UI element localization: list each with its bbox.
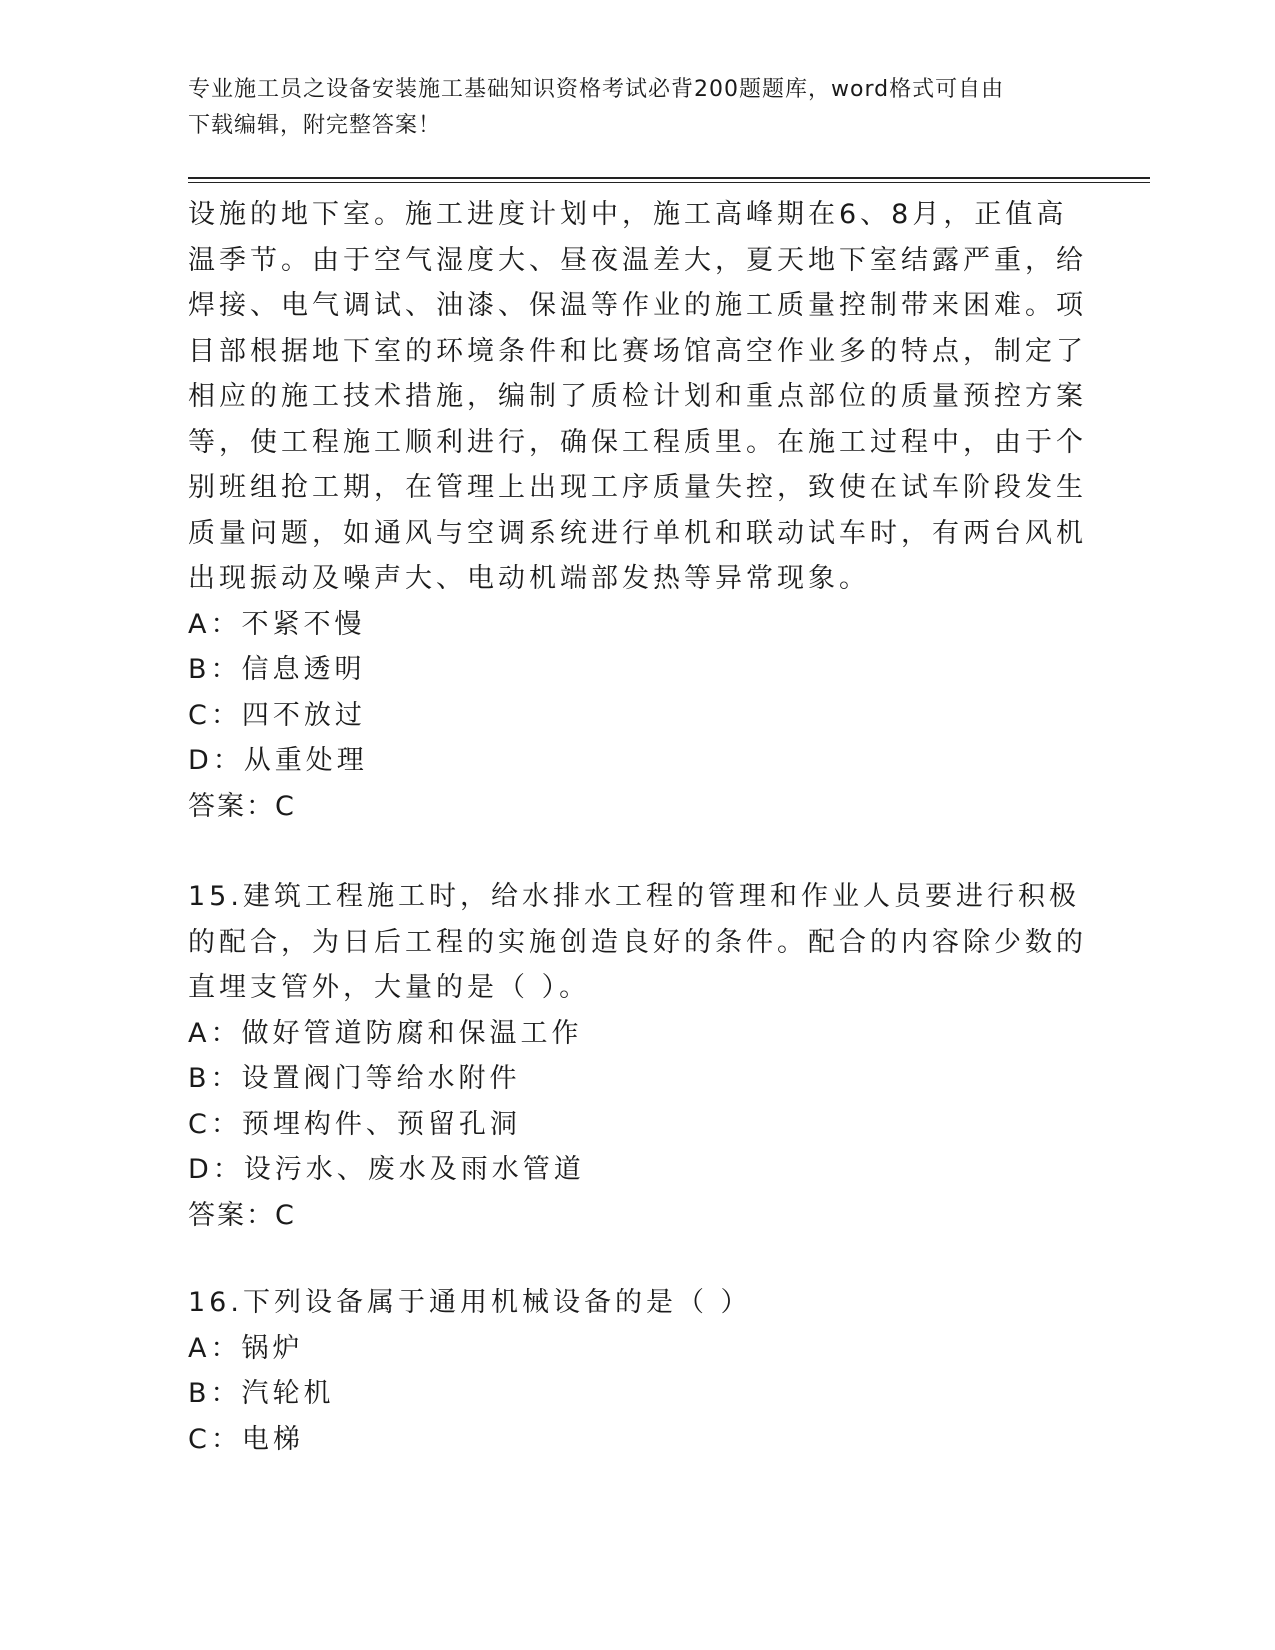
- question-14-option-b: B：信息透明: [188, 654, 366, 685]
- document-body: [188, 192, 1088, 1462]
- question-14-option-d: D：从重处理: [188, 745, 368, 776]
- question-16-option-c: C：电梯: [188, 1423, 304, 1455]
- question-14-option-a: A：不紧不慢: [188, 608, 366, 640]
- question-15-option-b: B：设置阀门等给水附件: [188, 1063, 521, 1094]
- question-15-answer: 答案：C: [188, 1199, 296, 1231]
- spacer: [188, 1238, 1088, 1280]
- question-15-option-c: C：预埋构件、预留孔洞: [188, 1108, 521, 1140]
- header-title-line-1: 专业施工员之设备安装施工基础知识资格考试必背200题题库，word格式可自由: [188, 77, 1005, 102]
- document-header: [188, 72, 1088, 144]
- header-divider-thick: [188, 177, 1150, 179]
- question-16-option-a: A：锅炉: [188, 1332, 304, 1364]
- question-14-passage: 设施的地下室。施工进度计划中，施工高峰期在6、8月，正值高温季节。由于空气湿度大、昼夜温差大，夏天地下室结露严重，给焊接、电气调试、油漆、保温等作业的施工质量控制带来困难。项目部根据地下室的环境条件和比赛场馆高空作业多的特点，制定了相应的施工技术措施，编制了质检计划和重点部位的质量预控方案等，使工程施工顺利进行，确保工程质里。在施工过程中，由于个别班组抢工期，在管理上出现工序质量失控，致使在试车阶段发生质量问题，如通风与空调系统进行单机和联动试车时，有两台风机出现振动及噪声大、电动机端部发热等异常现象。: [188, 199, 1087, 594]
- question-15-option-a: A：做好管道防腐和保温工作: [188, 1017, 583, 1049]
- question-15-stem: 15.建筑工程施工时，给水排水工程的管理和作业人员要进行积极的配合，为日后工程的实施创造良好的条件。配合的内容除少数的直埋支管外，大量的是（ ）。: [188, 881, 1087, 1003]
- question-14-answer: 答案：C: [188, 790, 296, 822]
- question-16-option-b: B：汽轮机: [188, 1378, 335, 1409]
- question-16-stem: 16.下列设备属于通用机械设备的是（ ）: [188, 1287, 752, 1318]
- question-14-option-c: C：四不放过: [188, 699, 366, 731]
- header-title-line-2: 下载编辑，附完整答案！: [188, 113, 442, 138]
- header-divider-thin: [188, 182, 1150, 183]
- question-15-option-d: D：设污水、废水及雨水管道: [188, 1154, 585, 1185]
- spacer: [188, 829, 1088, 874]
